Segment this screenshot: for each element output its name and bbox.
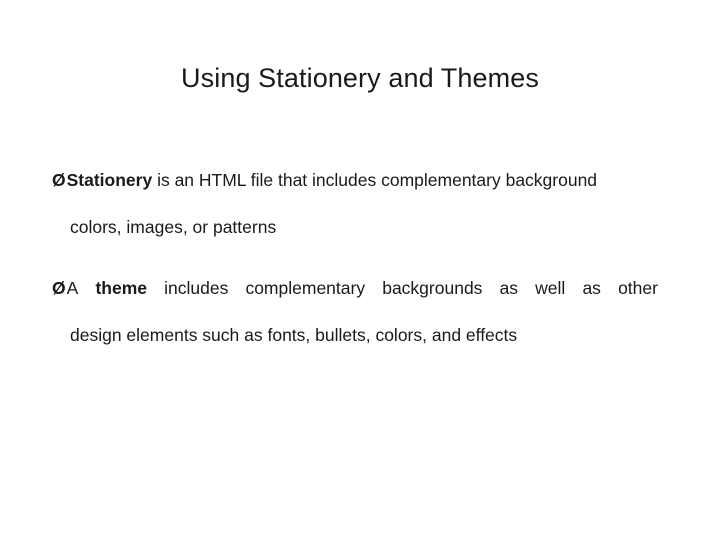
bullet-stationery bbox=[52, 170, 658, 238]
bullet-continuation: design elements such as fonts, bullets, colors, and effects bbox=[70, 325, 518, 345]
bullet-word: well bbox=[535, 278, 566, 298]
bullet-word: backgrounds bbox=[382, 278, 483, 298]
bullet-word: as bbox=[499, 278, 519, 298]
bullet-word: includes bbox=[164, 278, 229, 298]
arrow-bullet-icon: Ø bbox=[52, 278, 66, 298]
bullet-theme bbox=[52, 278, 658, 346]
bullet-continuation: colors, images, or patterns bbox=[70, 217, 277, 237]
bullet-text: is an HTML file that includes complementary background bbox=[152, 170, 598, 190]
bullet-lead bbox=[52, 278, 78, 299]
bullet-word: complementary bbox=[245, 278, 366, 298]
bullet-word: as bbox=[582, 278, 601, 298]
slide-title: Using Stationery and Themes bbox=[181, 63, 539, 93]
term-theme: theme bbox=[95, 278, 147, 298]
bullet-line bbox=[52, 170, 658, 191]
bullet-word: A bbox=[66, 278, 79, 298]
bullet-word: other bbox=[618, 278, 658, 298]
bullet-line bbox=[52, 278, 658, 299]
arrow-bullet-icon: Ø bbox=[52, 170, 66, 190]
term-stationery: Stationery bbox=[66, 170, 153, 190]
